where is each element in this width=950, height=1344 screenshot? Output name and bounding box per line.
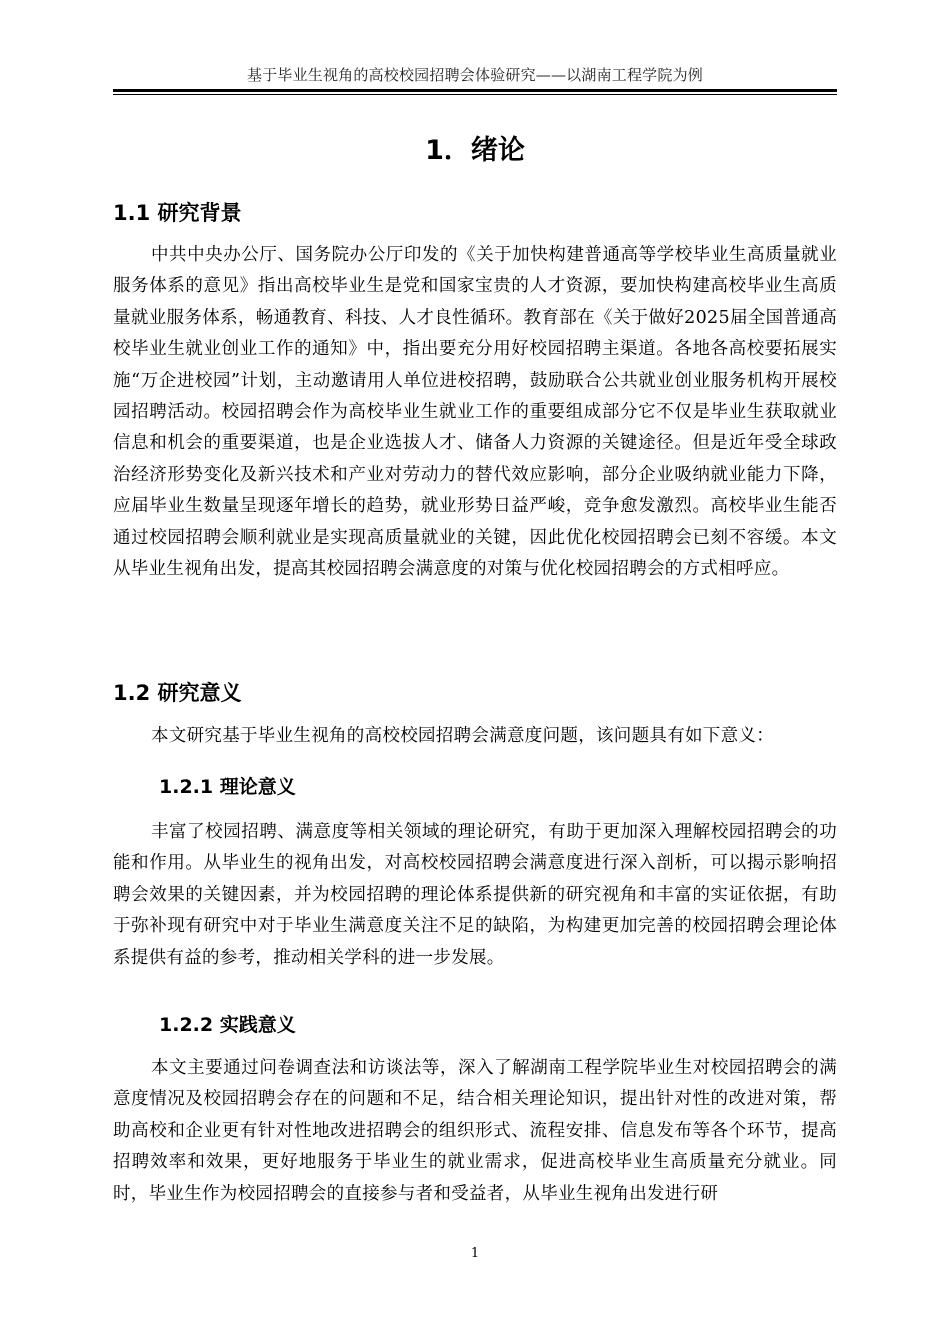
section-heading-1-2-1: 1.2.1 理论意义: [159, 776, 296, 798]
section-heading-1-1: 1.1 研究背景: [113, 201, 242, 225]
header-rule-thin: [113, 94, 837, 95]
chapter-title: 1．绪论: [425, 135, 525, 166]
paragraph-research-background: 中共中央办公厅、国务院办公厅印发的《关于加快构建普通高等学校毕业生高质量就业服务体系的意见》指出高校毕业生是党和国家宝贵的人才资源，要加快构建高校毕业生高质量就业服务体系，畅通教育、科技、人才良性循环。教育部在《关于做好2025届全国普通高校毕业生就业创业工作的通知》中，指出要充分用好校园招聘主渠道。各地各高校要拓展实施“万企进校园”计划，主动邀请用人单位进校招聘，鼓励联合公共就业创业服务机构开展校园招聘活动。校园招聘会作为高校毕业生就业工作的重要组成部分它不仅是毕业生获取就业信息和机会的重要渠道，也是企业选拔人才、储备人力资源的关键途径。但是近年受全球政治经济形势变化及新兴技术和产业对劳动力的替代效应影响，部分企业吸纳就业能力下降，应届毕业生数量呈现逐年增长的趋势，就业形势日益严峻，竞争愈发激烈。高校毕业生能否通过校园招聘会顺利就业是实现高质量就业的关键，因此优化校园招聘会已刻不容缓。本文从毕业生视角出发，提高其校园招聘会满意度的对策与优化校园招聘会的方式相呼应。: [113, 245, 837, 580]
section-heading-1-2: 1.2 研究意义: [113, 681, 242, 705]
paragraph-practical-significance: 本文主要通过问卷调查法和访谈法等，深入了解湖南工程学院毕业生对校园招聘会的满意度情况及校园招聘会存在的问题和不足，结合相关理论知识，提出针对性的改进对策，帮助高校和企业更有针对性地改进招聘会的组织形式、流程安排、信息发布等各个环节，提高招聘效率和效果，更好地服务于毕业生的就业需求，促进高校毕业生高质量充分就业。同时，毕业生作为校园招聘会的直接参与者和受益者，从毕业生视角出发进行研: [113, 1058, 837, 1204]
paragraph-research-significance: 本文研究基于毕业生视角的高校校园招聘会满意度问题，该问题具有如下意义：: [151, 726, 774, 746]
running-header: 基于毕业生视角的高校校园招聘会体验研究——以湖南工程学院为例: [246, 66, 703, 84]
header-rule-thick: [113, 89, 837, 92]
page-number: 1: [470, 1246, 480, 1261]
paragraph-theoretical-significance: 丰富了校园招聘、满意度等相关领域的理论研究，有助于更加深入理解校园招聘会的功能和作用。从毕业生的视角出发，对高校校园招聘会满意度进行深入剖析，可以揭示影响招聘会效果的关键因素，并为校园招聘的理论体系提供新的研究视角和丰富的实证依据，有助于弥补现有研究中对于毕业生满意度关注不足的缺陷，为构建更加完善的校园招聘会理论体系提供有益的参考，推动相关学科的进一步发展。: [113, 822, 837, 968]
section-heading-1-2-2: 1.2.2 实践意义: [159, 1014, 296, 1036]
